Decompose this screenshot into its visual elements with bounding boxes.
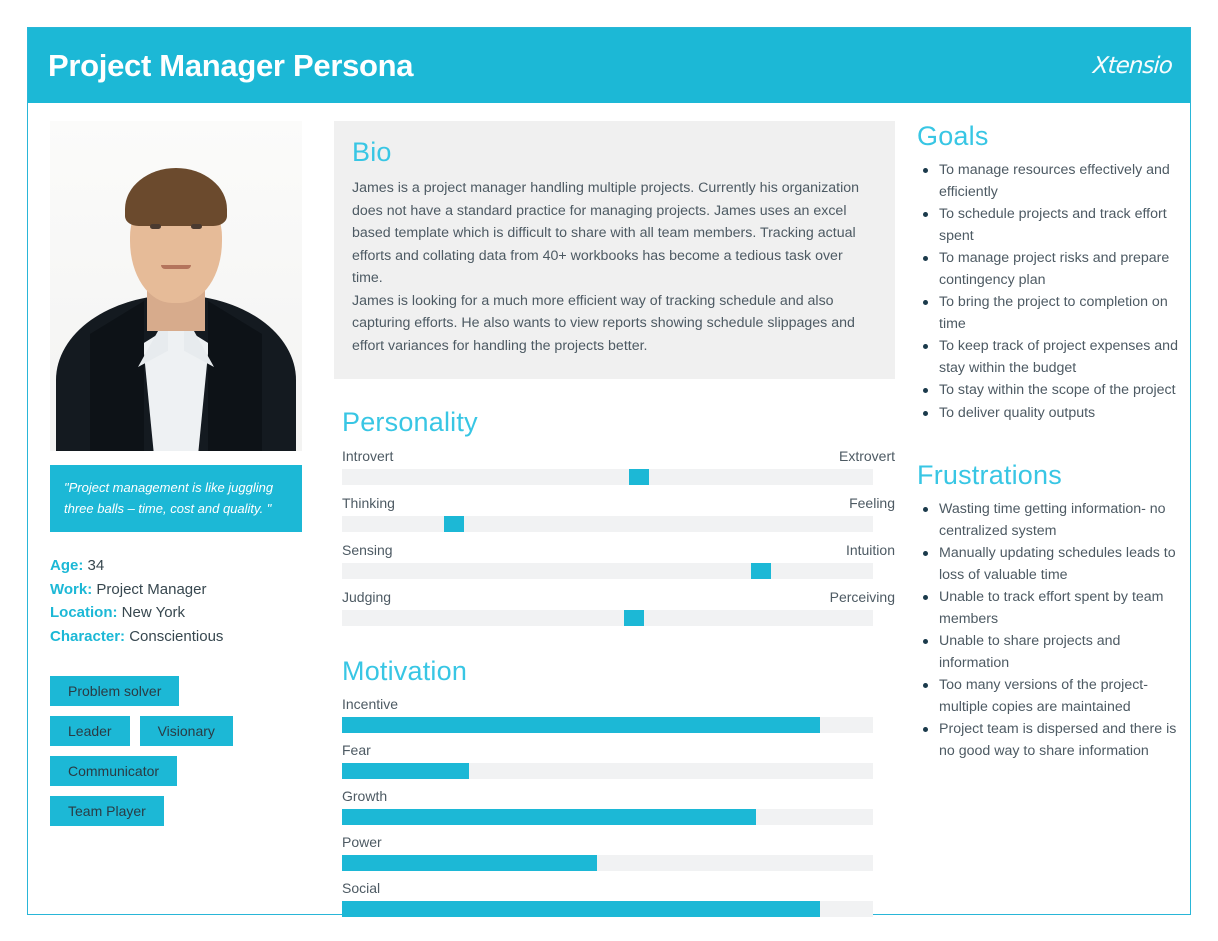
list-item: To deliver quality outputs [917,403,1183,425]
detail-value-character: Conscientious [129,627,224,645]
slider-label-left: Judging [342,589,392,605]
tag-row [50,756,310,786]
main-column [325,121,895,915]
xtensio-logo: Xtensio [1092,52,1173,79]
bio-section [334,121,895,379]
personality-slider-sensing-intuition [342,542,895,579]
persona-photo [50,121,302,451]
list-item: To manage project risks and prepare contingency plan [917,248,1183,291]
slider-label-left: Sensing [342,542,393,558]
detail-row-location [50,601,325,625]
bar-track[interactable] [342,763,873,779]
slider-label-right: Perceiving [829,589,895,605]
list-item: Unable to share projects and information [917,631,1183,674]
slider-thumb[interactable] [444,516,464,532]
bar-track[interactable] [342,901,873,917]
slider-label-right: Intuition [845,542,895,558]
slider-track[interactable] [342,469,873,485]
bar-track[interactable] [342,717,873,733]
bar-fill [342,855,597,871]
detail-label-character: Character: [50,627,126,645]
goals-section [917,121,1183,424]
bar-label: Growth [342,788,388,804]
personality-title: Personality [342,407,478,437]
slider-label-left: Introvert [342,448,394,464]
detail-label-location: Location: [50,604,118,621]
list-item: Too many versions of the project-multiple copies are maintained [917,675,1183,718]
bar-label: Incentive [342,696,399,712]
photo-eye-right [191,224,202,229]
list-item: Manually updating schedules leads to loss of valuable time [917,543,1183,586]
photo-mouth [161,265,191,269]
detail-label-work: Work: [50,580,93,598]
detail-value-work: Project Manager [96,580,207,598]
detail-row-age [50,554,325,578]
frustrations-section [917,460,1183,762]
motivation-bar-growth [342,788,895,825]
bar-label: Fear [342,742,371,758]
persona-quote: "Project management is like juggling three balls – time, cost and quality. " [50,465,302,532]
bar-fill [342,763,469,779]
bio-title: Bio [352,137,392,167]
slider-labels [342,589,895,605]
slider-track[interactable] [342,516,873,532]
bio-paragraph: James is looking for a much more efficient way of tracking schedule and also capturing efforts. He also wants to view reports showing schedule slippages and effort variances for handling the projects better. [352,292,855,354]
tag-row [50,796,310,826]
bar-track[interactable] [342,809,873,825]
detail-row-character [50,625,325,649]
slider-labels [342,495,895,511]
tag-team-player[interactable]: Team Player [50,796,164,826]
personality-slider-judging-perceiving [342,589,895,626]
tag-visionary[interactable]: Visionary [140,716,233,746]
slider-thumb[interactable] [624,610,644,626]
goals-title: Goals [917,121,989,151]
list-item: To schedule projects and track effort spent [917,204,1183,247]
slider-track[interactable] [342,610,873,626]
bar-track[interactable] [342,855,873,871]
list-item: Wasting time getting information- no centralized system [917,499,1183,542]
slider-labels [342,542,895,558]
personality-slider-thinking-feeling [342,495,895,532]
tag-communicator[interactable]: Communicator [50,756,177,786]
bio-text [352,177,875,357]
bar-fill [342,901,820,917]
tag-leader[interactable]: Leader [50,716,130,746]
motivation-bar-fear [342,742,895,779]
detail-row-work [50,578,325,602]
page-body [28,103,1190,915]
persona-tags [50,676,310,826]
slider-track[interactable] [342,563,873,579]
bar-label: Power [342,834,382,850]
motivation-bar-power [342,834,895,871]
profile-column [28,121,325,915]
detail-label-age: Age: [50,557,84,574]
bio-paragraph: James is a project manager handling multiple projects. Currently his organization does not have a standard practice for managing projects. James uses an excel based template which is difficult to share with all team members. Tracking actual efforts and collating data from 40+ workbooks has become a tedious task over time. [352,180,860,286]
slider-thumb[interactable] [629,469,649,485]
frustrations-title: Frustrations [917,460,1062,490]
motivation-bar-social [342,880,895,917]
personality-section [334,407,895,626]
photo-eye-left [150,224,161,229]
tag-problem-solver[interactable]: Problem solver [50,676,179,706]
detail-value-location: New York [121,604,186,621]
side-column [895,121,1183,915]
bar-label: Social [342,880,381,896]
list-item: To stay within the scope of the project [917,380,1183,402]
bar-fill [342,809,756,825]
motivation-section [334,656,895,917]
goals-list [917,160,1183,424]
bar-fill [342,717,820,733]
detail-value-age: 34 [87,557,105,574]
slider-label-right: Feeling [849,495,895,511]
motivation-bar-incentive [342,696,895,733]
slider-label-left: Thinking [342,495,395,511]
slider-thumb[interactable] [751,563,771,579]
list-item: To keep track of project expenses and stay within the budget [917,336,1183,379]
persona-card [27,27,1191,915]
list-item: To bring the project to completion on time [917,292,1183,335]
frustrations-list [917,499,1183,762]
page-title: Project Manager Persona [48,47,414,83]
tag-row [50,716,310,746]
motivation-title: Motivation [342,656,468,686]
list-item: To manage resources effectively and efficiently [917,160,1183,203]
slider-labels [342,448,895,464]
tag-row [50,676,310,706]
list-item: Project team is dispersed and there is no good way to share information [917,719,1183,762]
slider-label-right: Extrovert [838,448,895,464]
list-item: Unable to track effort spent by team members [917,587,1183,630]
persona-details [50,554,325,648]
personality-slider-introvert-extrovert [342,448,895,485]
page-header [28,28,1190,103]
